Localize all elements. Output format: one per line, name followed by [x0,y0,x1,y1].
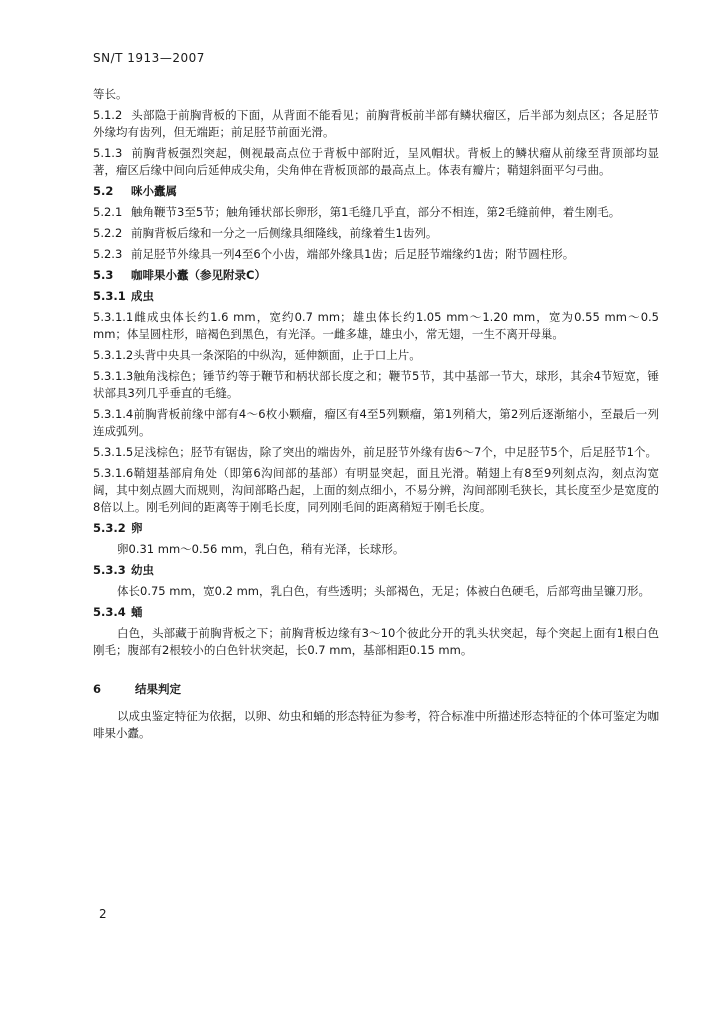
clause-text: 头部隐于前胸背板的下面，从背面不能看见；前胸背板前半部有鳞状瘤区，后半部为刻点区；各足胫节外缘均有齿列，但无端距；前足胫节前面光滑。 [93,108,659,139]
clause-heading [93,183,659,200]
clause-paragraph [93,107,659,141]
clause-text: 触角浅棕色；锤节约等于鞭节和柄状部长度之和；鞭节5节，其中基部一节大，球形，其余4节短宽，锤状部具3列几乎垂直的毛缝。 [93,369,659,400]
clause-number: 5.3.1.1 [93,310,134,324]
clause-heading [93,562,659,579]
clause-number: 5.3.1.4 [93,407,134,421]
clause-number: 5.3.4 [93,605,126,619]
clause-paragraph [93,309,659,343]
body-paragraph: 体长0.75 mm，宽0.2 mm，乳白色，有些透明；头部褐色，无足；体被白色硬毛，后部弯曲呈镰刀形。 [117,584,651,598]
clause-paragraph [93,444,659,461]
clause-heading [93,604,659,621]
clause-number: 5.2.2 [93,226,123,240]
clause-number: 5.3.1.3 [93,369,134,383]
clause-text: 幼虫 [131,563,154,577]
clause-text: 卵 [131,521,143,535]
clause-paragraph [93,246,659,263]
clause-number: 5.3.1 [93,289,126,303]
clause-text: 成虫 [131,289,154,303]
clause-number: 5.3.1.5 [93,445,134,459]
clause-text: 咪小蠹属 [131,184,177,198]
body-paragraph: 白色，头部藏于前胸背板之下；前胸背板边缘有3～10个彼此分开的乳头状突起，每个突起上面有1根白色刚毛；腹部有2根较小的白色针状突起，长0.7 mm，基部相距0.15 mm。 [93,626,659,657]
clause-text: 足浅棕色；胫节有锯齿，除了突出的端齿外，前足胫节外缘有齿6～7个，中足胫节5个，后足胫节1个。 [133,445,657,459]
clause-number: 5.1.2 [93,108,123,122]
clause-paragraph [93,347,659,364]
document-code: SN/T 1913—2007 [93,51,205,65]
clause-heading [93,520,659,537]
clause-text: 前胸背板前缘中部有4～6枚小颗瘤，瘤区有4至5列颗瘤，第1列稍大，第2列后逐渐缩小，至最后一列连成弧列。 [93,407,659,438]
body-paragraph: 卵0.31 mm～0.56 mm，乳白色，稍有光泽，长球形。 [117,542,405,556]
conclusion-paragraph: 以成虫鉴定特征为依据，以卵、幼虫和蛹的形态特征为参考，符合标准中所描述形态特征的个体可鉴定为咖啡果小蠹。 [93,709,659,740]
clause-text: 鞘翅基部肩角处（即第6沟间部的基部）有明显突起，面且光滑。鞘翅上有8至9列刻点沟，刻点沟宽阔，其中刻点圆大而规则，沟间部略凸起，上面的刻点细小，不易分辨，沟间部刚毛狭长，其长度至少是宽度的8倍以上。刚毛列间的距离等于刚毛长度，同列刚毛间的距离稍短于刚毛长度。 [93,466,659,514]
clause-number: 5.3.3 [93,563,126,577]
clause-text: 前胸背板后缘和一分之一后侧缘具细隆线，前缘着生1齿列。 [131,226,438,240]
clause-text: 前足胫节外缘具一列4至6个小齿，端部外缘具1齿；后足胫节端缘约1齿；附节圆柱形。 [131,247,575,261]
clause-paragraph [93,368,659,402]
page-number: 2 [99,907,107,921]
clause-text: 蛹 [131,605,143,619]
clause-number: 5.3.1.2 [93,348,134,362]
clause-number: 5.2.1 [93,205,123,219]
section-6-heading [93,681,659,698]
clause-number: 5.3.2 [93,521,126,535]
clause-number: 5.3.1.6 [93,466,134,480]
clause-number: 5.2.3 [93,247,123,261]
clause-paragraph [93,204,659,221]
clause-paragraph [93,465,659,516]
clause-text: 雌成虫体长约1.6 mm，宽约0.7 mm；雄虫体长约1.05 mm～1.20 mm，宽为0.55 mm～0.5 mm；体呈圆柱形，暗褐色到黑色，有光泽。一雌多雄，雄虫小，常无翅，一生不离开母巢。 [93,310,659,341]
clause-paragraph [93,145,659,179]
clause-number: 5.2 [93,184,114,198]
document-body [93,86,659,742]
document-page [93,50,659,746]
clause-text: 前胸背板强烈突起，侧视最高点位于背板中部附近，呈风帽状。背板上的鳞状瘤从前缘至背顶部均显著，瘤区后缘中间向后延伸成尖角，尖角伸在背板顶部的最高点上。体表有瓣片；鞘翅斜面平匀弓曲。 [93,146,659,177]
section-number: 6 [93,682,102,696]
clause-number: 5.3 [93,268,114,282]
clause-text: 头背中央具一条深陷的中纵沟，延伸额面，止于口上片。 [133,348,421,362]
clause-number: 5.1.3 [93,146,123,160]
clause-paragraph [93,406,659,440]
continuation-text: 等长。 [93,87,128,101]
clause-text: 咖啡果小蠹（参见附录C） [131,268,266,282]
clause-text: 触角鞭节3至5节；触角锤状部长卵形，第1毛缝几乎直，部分不相连，第2毛缝前伸，着生刚毛。 [131,205,621,219]
clause-list [93,107,659,659]
clause-paragraph [93,225,659,242]
clause-heading [93,288,659,305]
section-title: 结果判定 [135,682,182,696]
clause-heading [93,267,659,284]
